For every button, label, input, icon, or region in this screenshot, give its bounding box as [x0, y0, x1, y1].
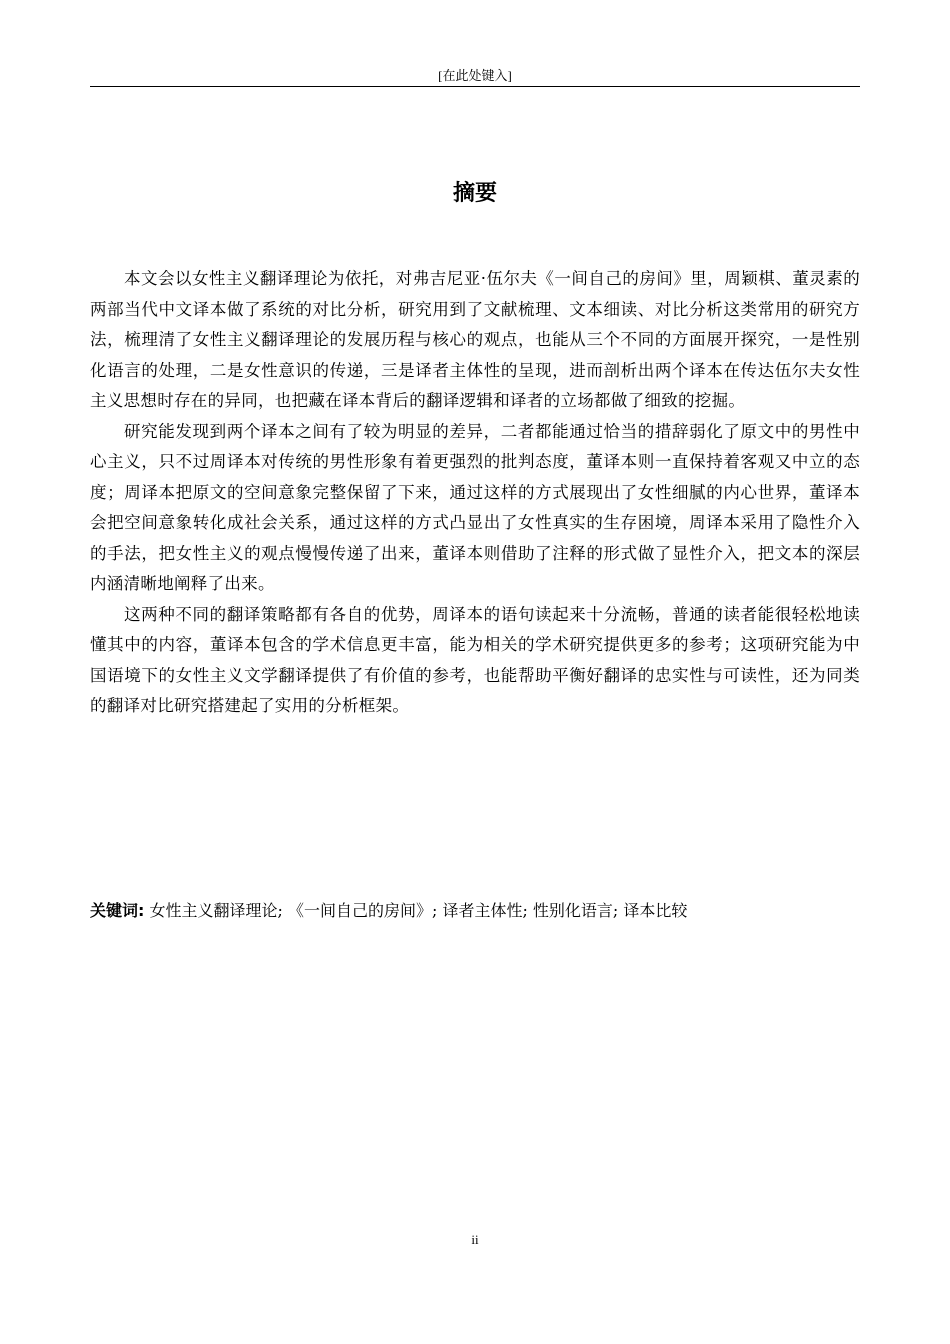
abstract-body — [90, 264, 860, 722]
page-header: [在此处键入] — [438, 68, 512, 83]
keywords-line — [90, 897, 870, 925]
abstract-paragraph-1: 本文会以女性主义翻译理论为依托，对弗吉尼亚·伍尔夫《一间自己的房间》里，周颖棋、董灵素的两部当代中文译本做了系统的对比分析，研究用到了文献梳理、文本细读、对比分析这类常用的研究方法，梳理清了女性主义翻译理论的发展历程与核心的观点，也能从三个不同的方面展开探究，一是性别化语言的处理，二是女性意识的传递，三是译者主体性的呈现，进而剖析出两个译本在传达伍尔夫女性主义思想时存在的异同，也把藏在译本背后的翻译逻辑和译者的立场都做了细致的挖掘。 — [90, 269, 860, 410]
keywords-text: 女性主义翻译理论; 《一间自己的房间》; 译者主体性; 性别化语言; 译本比较 — [144, 901, 688, 920]
abstract-paragraph-2: 研究能发现到两个译本之间有了较为明显的差异，二者都能通过恰当的措辞弱化了原文中的男性中心主义，只不过周译本对传统的男性形象有着更强烈的批判态度，董译本则一直保持着客观又中立的态度；周译本把原文的空间意象完整保留了下来，通过这样的方式展现出了女性细腻的内心世界，董译本会把空间意象转化成社会关系，通过这样的方式凸显出了女性真实的生存困境，周译本采用了隐性介入的手法，把女性主义的观点慢慢传递了出来，董译本则借助了注释的形式做了显性介入，把文本的深层内涵清晰地阐释了出来。 — [90, 421, 860, 593]
page-number: ii — [471, 1232, 479, 1247]
abstract-paragraph-3: 这两种不同的翻译策略都有各自的优势，周译本的语句读起来十分流畅，普通的读者能很轻松地读懂其中的内容，董译本包含的学术信息更丰富，能为相关的学术研究提供更多的参考；这项研究能为中国语境下的女性主义文学翻译提供了有价值的参考，也能帮助平衡好翻译的忠实性与可读性，还为同类的翻译对比研究搭建起了实用的分析框架。 — [90, 604, 860, 715]
keywords-label: 关键词: — [90, 901, 145, 920]
abstract-title: 摘要 — [452, 181, 497, 206]
header-divider — [90, 86, 860, 87]
